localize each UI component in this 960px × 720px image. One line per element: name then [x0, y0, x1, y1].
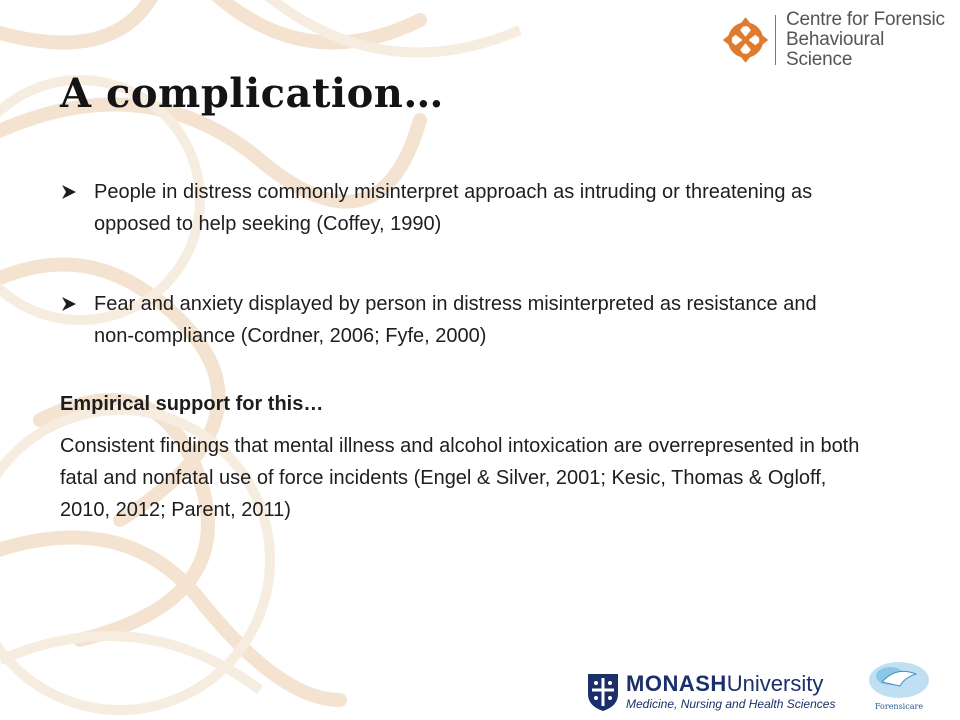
forensicare-bird-icon — [860, 656, 938, 702]
arrow-bullet-icon — [60, 295, 78, 313]
bullet-text: People in distress commonly misinterpret approach as intruding or threatening as opposed to help seeking (Coffey, 1990) — [94, 181, 813, 235]
body-paragraph: Consistent findings that mental illness and alcohol intoxication are overrepresented in both fatal and nonfatal use of force incidents (Engel & Silver, 2001; Kesic, Thomas & Ogloff, 2010, 2012; Parent, 2011) — [60, 435, 860, 521]
arrow-bullet-icon — [60, 183, 78, 201]
monash-faculty: Medicine, Nursing and Health Sciences — [626, 697, 836, 711]
forensicare-label: Forensicare — [874, 702, 924, 711]
cfbs-name-line1: Centre for Forensic — [786, 9, 945, 30]
monash-name-university: University — [726, 671, 824, 696]
bullet-text: Fear and anxiety displayed by person in distress misinterpreted as resistance and non-compliance (Cordner, 2006; Fyfe, 2000) — [94, 293, 817, 347]
cfbs-logo — [722, 9, 952, 70]
celtic-knot-icon — [722, 16, 769, 64]
monash-name-bold: MONASH — [626, 671, 727, 696]
monash-crest-icon — [586, 672, 620, 712]
section-heading: Empirical support for this… — [60, 393, 324, 415]
bullet-list — [60, 176, 860, 400]
cfbs-name-line2: Behavioural Science — [786, 29, 885, 70]
forensicare-logo — [860, 656, 938, 716]
monash-logo — [586, 668, 835, 716]
bullet-item — [60, 288, 860, 352]
bullet-item — [60, 176, 860, 240]
monash-name — [626, 673, 835, 695]
cfbs-name — [786, 10, 952, 70]
logo-divider — [775, 15, 776, 65]
slide-title: A complication… — [60, 70, 444, 117]
